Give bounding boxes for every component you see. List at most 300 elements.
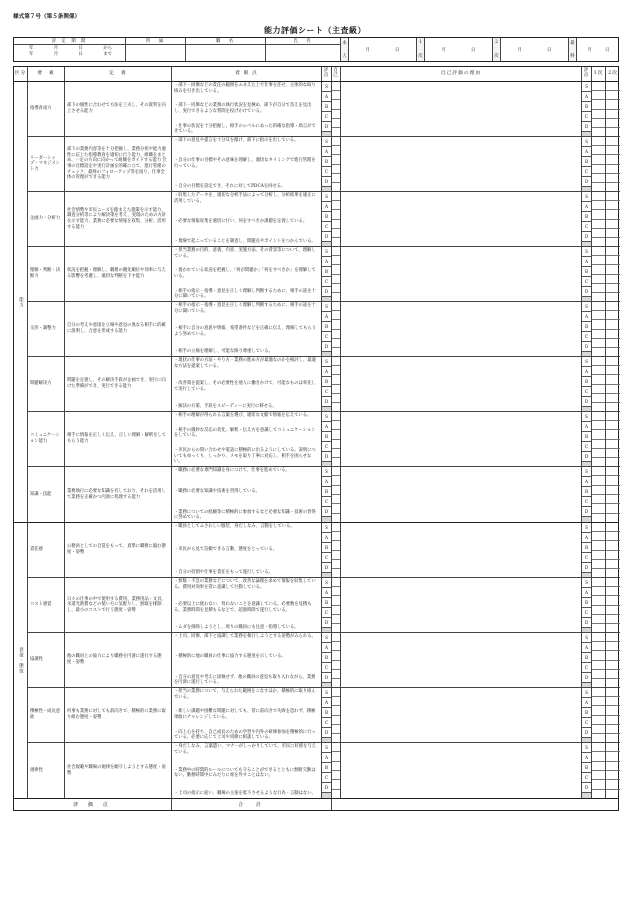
- score-box[interactable]: [592, 606, 605, 615]
- score-box[interactable]: [592, 467, 605, 476]
- self-reason-field[interactable]: [341, 688, 582, 742]
- score-box[interactable]: [332, 587, 340, 596]
- score-box[interactable]: [606, 201, 620, 210]
- score-box[interactable]: [332, 210, 340, 219]
- score-box[interactable]: [592, 449, 605, 458]
- self-reason-field[interactable]: [341, 137, 582, 191]
- score-box[interactable]: [332, 412, 340, 421]
- score-box[interactable]: [332, 651, 340, 660]
- period-from[interactable]: 年 月 日 から: [29, 46, 112, 51]
- score-box[interactable]: [606, 311, 620, 320]
- dept-cell[interactable]: 所 属: [126, 38, 186, 61]
- score-box[interactable]: [592, 551, 605, 560]
- score-box[interactable]: [332, 504, 340, 513]
- score-box[interactable]: [332, 192, 340, 201]
- grade-label: C: [322, 663, 331, 673]
- score-box[interactable]: [332, 642, 340, 651]
- score-box[interactable]: [592, 596, 605, 605]
- self-check-column[interactable]: [332, 192, 341, 246]
- score-box[interactable]: [332, 430, 340, 439]
- eval-grade-column: [582, 357, 592, 411]
- score-box[interactable]: [606, 762, 620, 771]
- score-box[interactable]: [332, 633, 340, 642]
- definition: 社会規範や職場の規律を順守しようとする態度・姿勢: [65, 743, 172, 798]
- score-box[interactable]: [606, 523, 620, 532]
- score-box[interactable]: [332, 486, 340, 495]
- first-eval-column[interactable]: [592, 467, 606, 522]
- grade-label: B: [322, 267, 331, 277]
- grade-label: S: [322, 192, 331, 202]
- grade-label: A: [582, 533, 591, 543]
- score-box[interactable]: [606, 752, 620, 761]
- score-box[interactable]: [592, 762, 605, 771]
- second-eval-column[interactable]: [606, 578, 620, 632]
- viewpoints: [172, 743, 322, 798]
- score-box[interactable]: [606, 100, 620, 109]
- score-box[interactable]: [606, 467, 620, 476]
- score-box[interactable]: [606, 275, 620, 284]
- score-box[interactable]: [332, 265, 340, 274]
- score-box[interactable]: [592, 421, 605, 430]
- score-box[interactable]: [606, 440, 620, 449]
- grade-label: C: [582, 277, 591, 287]
- score-box[interactable]: [332, 523, 340, 532]
- score-box[interactable]: [332, 394, 340, 403]
- score-box[interactable]: [606, 91, 620, 100]
- self-date[interactable]: 月 日: [349, 38, 417, 61]
- grade-label: S: [322, 743, 331, 753]
- score-box[interactable]: [592, 265, 605, 274]
- score-box[interactable]: [592, 532, 605, 541]
- score-box[interactable]: [332, 339, 340, 348]
- first-eval-column[interactable]: [592, 247, 606, 301]
- score-box[interactable]: [606, 385, 620, 394]
- score-box[interactable]: [332, 220, 340, 229]
- score-box[interactable]: [592, 688, 605, 697]
- first-eval-column[interactable]: [592, 523, 606, 577]
- self-reason-field[interactable]: [341, 302, 582, 356]
- score-box[interactable]: [592, 100, 605, 109]
- self-reason-field[interactable]: [341, 247, 582, 301]
- score-box[interactable]: [606, 330, 620, 339]
- score-box[interactable]: [332, 110, 340, 119]
- grade-label: D: [582, 618, 591, 628]
- score-box[interactable]: [606, 265, 620, 274]
- position-cell[interactable]: 職 名: [186, 38, 266, 61]
- self-reason-field[interactable]: [341, 743, 582, 798]
- score-box[interactable]: [332, 375, 340, 384]
- grade-label: A: [582, 422, 591, 432]
- score-box[interactable]: [606, 587, 620, 596]
- score-box[interactable]: [592, 284, 605, 293]
- score-box[interactable]: [606, 256, 620, 265]
- score-box[interactable]: [592, 661, 605, 670]
- self-grade-column: [322, 357, 332, 411]
- score-box[interactable]: [592, 752, 605, 761]
- score-box[interactable]: [606, 165, 620, 174]
- score-box[interactable]: [606, 596, 620, 605]
- score-box[interactable]: [332, 366, 340, 375]
- score-box[interactable]: [332, 697, 340, 706]
- first-eval-column[interactable]: [592, 412, 606, 466]
- self-reason-field[interactable]: [341, 192, 582, 246]
- score-box[interactable]: [332, 688, 340, 697]
- score-box[interactable]: [606, 532, 620, 541]
- score-box[interactable]: [606, 780, 620, 789]
- score-box[interactable]: [606, 220, 620, 229]
- table-row: [28, 467, 620, 522]
- first-eval-column[interactable]: [592, 192, 606, 246]
- score-box[interactable]: [606, 771, 620, 780]
- score-box[interactable]: [592, 110, 605, 119]
- score-box[interactable]: [332, 119, 340, 128]
- first-eval-column[interactable]: [592, 633, 606, 687]
- score-box[interactable]: [606, 725, 620, 734]
- score-box[interactable]: [592, 339, 605, 348]
- score-box[interactable]: [592, 247, 605, 256]
- score-box[interactable]: [332, 421, 340, 430]
- score-box[interactable]: [606, 486, 620, 495]
- self-check-column[interactable]: [332, 82, 341, 136]
- grade-label: S: [322, 357, 331, 367]
- score-box[interactable]: [332, 752, 340, 761]
- self-reason-field[interactable]: [341, 523, 582, 577]
- second-eval-column[interactable]: [606, 633, 620, 687]
- score-box[interactable]: [606, 615, 620, 624]
- grade-label: B: [322, 653, 331, 663]
- self-check-column[interactable]: [332, 578, 341, 632]
- score-box[interactable]: [332, 467, 340, 476]
- score-box[interactable]: [332, 256, 340, 265]
- score-box[interactable]: [332, 606, 340, 615]
- score-box[interactable]: [592, 642, 605, 651]
- grade-label: A: [322, 477, 331, 487]
- score-box[interactable]: [592, 706, 605, 715]
- score-box[interactable]: [332, 357, 340, 366]
- score-box[interactable]: [332, 771, 340, 780]
- score-box[interactable]: [606, 670, 620, 679]
- score-box[interactable]: [592, 375, 605, 384]
- self-reason-field[interactable]: [341, 467, 582, 522]
- score-box[interactable]: [606, 688, 620, 697]
- self-reason-field[interactable]: [341, 82, 582, 136]
- final-date[interactable]: 月 日: [587, 47, 610, 53]
- second-eval-column[interactable]: [606, 743, 620, 798]
- score-box[interactable]: [606, 642, 620, 651]
- score-box[interactable]: [592, 523, 605, 532]
- second-eval-column[interactable]: [606, 192, 620, 246]
- score-box[interactable]: [592, 716, 605, 725]
- first-eval-column[interactable]: [592, 578, 606, 632]
- second-eval-column[interactable]: [606, 523, 620, 577]
- score-box[interactable]: [592, 357, 605, 366]
- score-box[interactable]: [332, 716, 340, 725]
- score-box[interactable]: [592, 146, 605, 155]
- score-box[interactable]: [606, 606, 620, 615]
- total-value[interactable]: [332, 799, 620, 810]
- score-box[interactable]: [332, 551, 340, 560]
- score-box[interactable]: [592, 633, 605, 642]
- viewpoint-item: ・向上心を持ち、自己成長のための学習や内外の研修参加を積極的に行っている。必要に応じて上司や同僚に相談している。: [174, 729, 316, 741]
- score-box[interactable]: [592, 385, 605, 394]
- score-box[interactable]: [606, 284, 620, 293]
- score-box[interactable]: [592, 495, 605, 504]
- score-box[interactable]: [592, 771, 605, 780]
- score-box[interactable]: [332, 541, 340, 550]
- grade-label: B: [582, 487, 591, 497]
- score-box[interactable]: [606, 661, 620, 670]
- grade-label: C: [582, 497, 591, 507]
- score-box[interactable]: [606, 421, 620, 430]
- score-box[interactable]: [332, 284, 340, 293]
- first-eval-column[interactable]: [592, 357, 606, 411]
- score-box[interactable]: [592, 91, 605, 100]
- score-box[interactable]: [592, 330, 605, 339]
- score-box[interactable]: [606, 247, 620, 256]
- score-box[interactable]: [592, 220, 605, 229]
- score-box[interactable]: [592, 541, 605, 550]
- score-box[interactable]: [332, 440, 340, 449]
- score-box[interactable]: [592, 615, 605, 624]
- score-box[interactable]: [606, 394, 620, 403]
- score-box[interactable]: [606, 155, 620, 164]
- score-box[interactable]: [332, 706, 340, 715]
- self-check-column[interactable]: [332, 688, 341, 742]
- score-box[interactable]: [592, 697, 605, 706]
- score-box[interactable]: [332, 615, 340, 624]
- score-box[interactable]: [332, 743, 340, 752]
- score-box[interactable]: [592, 560, 605, 569]
- score-box[interactable]: [606, 357, 620, 366]
- eval-grade-column: [582, 688, 592, 742]
- score-box[interactable]: [332, 247, 340, 256]
- first-eval-column[interactable]: [592, 82, 606, 136]
- score-box[interactable]: [592, 302, 605, 311]
- score-box[interactable]: [592, 476, 605, 485]
- score-box[interactable]: [332, 174, 340, 183]
- element-name: コミュニケーション能力: [28, 412, 65, 466]
- score-box[interactable]: [606, 504, 620, 513]
- score-box[interactable]: [606, 633, 620, 642]
- self-check-column[interactable]: [332, 412, 341, 466]
- score-box[interactable]: [592, 201, 605, 210]
- first-eval-column[interactable]: [592, 302, 606, 356]
- score-box[interactable]: [592, 256, 605, 265]
- self-check-column[interactable]: [332, 247, 341, 301]
- score-box[interactable]: [332, 91, 340, 100]
- grade-label: C: [322, 277, 331, 287]
- definition: 部下の業務内容等を十分把握し、業務分担や能力適性に応じた指導教育を適切に行う能力、組織をまとめ、一定の方向に向かって組織をガイドする能力 仕事の目標設定や実行計画を的確に立て、進行管理のチェック、最終のフォローアップ等を図り、仕事全体の管理ができる能力: [65, 137, 172, 191]
- score-box[interactable]: [606, 560, 620, 569]
- second-eval-column[interactable]: [606, 302, 620, 356]
- eval-grade-column: [582, 302, 592, 356]
- score-box[interactable]: [592, 780, 605, 789]
- score-box[interactable]: [592, 486, 605, 495]
- score-box[interactable]: [592, 137, 605, 146]
- grade-label: B: [582, 322, 591, 332]
- score-box[interactable]: [332, 725, 340, 734]
- score-box[interactable]: [592, 275, 605, 284]
- score-box[interactable]: [592, 174, 605, 183]
- score-box[interactable]: [606, 578, 620, 587]
- name-cell[interactable]: 氏 名: [266, 38, 341, 61]
- score-box[interactable]: [606, 495, 620, 504]
- score-box[interactable]: [606, 210, 620, 219]
- period-to[interactable]: 年 月 日 まで: [29, 52, 112, 57]
- table-body: [14, 82, 618, 799]
- score-box[interactable]: [606, 476, 620, 485]
- grade-label: D: [322, 287, 331, 297]
- score-box[interactable]: [592, 430, 605, 439]
- score-box[interactable]: [606, 174, 620, 183]
- score-box[interactable]: [606, 137, 620, 146]
- self-check-column[interactable]: [332, 302, 341, 356]
- score-box[interactable]: [606, 716, 620, 725]
- score-box[interactable]: [606, 541, 620, 550]
- second-eval-column[interactable]: [606, 82, 620, 136]
- score-box[interactable]: [332, 476, 340, 485]
- score-box[interactable]: [592, 670, 605, 679]
- score-box[interactable]: [332, 155, 340, 164]
- score-box[interactable]: [332, 137, 340, 146]
- score-box[interactable]: [592, 229, 605, 238]
- self-reason-field[interactable]: [341, 357, 582, 411]
- score-box[interactable]: [332, 311, 340, 320]
- viewpoints: [172, 633, 322, 687]
- viewpoint-item: ・無駄・不急の業務などについて、改善な論理を求めて情報を収集している。費用対効果を常に意識して行動している。: [174, 579, 316, 590]
- score-box[interactable]: [606, 551, 620, 560]
- score-box[interactable]: [592, 192, 605, 201]
- self-check-column[interactable]: [332, 523, 341, 577]
- second-eval-column[interactable]: [606, 467, 620, 522]
- score-box[interactable]: [592, 210, 605, 219]
- score-box[interactable]: [332, 275, 340, 284]
- score-box[interactable]: [592, 119, 605, 128]
- score-box[interactable]: [332, 146, 340, 155]
- self-reason-field[interactable]: [341, 578, 582, 632]
- self-check-column[interactable]: [332, 357, 341, 411]
- second-eval-column[interactable]: [606, 688, 620, 742]
- score-box[interactable]: [332, 201, 340, 210]
- score-box[interactable]: [332, 330, 340, 339]
- score-box[interactable]: [592, 412, 605, 421]
- score-box[interactable]: [332, 596, 340, 605]
- score-box[interactable]: [606, 651, 620, 660]
- score-box[interactable]: [332, 578, 340, 587]
- score-box[interactable]: [606, 706, 620, 715]
- score-box[interactable]: [606, 229, 620, 238]
- viewpoint-item: ・担当業務の目的、意義、内容、実施方法、その背景等について、理解している。: [174, 248, 316, 259]
- score-box[interactable]: [606, 320, 620, 329]
- score-box[interactable]: [332, 780, 340, 789]
- element-name: 協調性: [28, 633, 65, 687]
- score-box[interactable]: [332, 100, 340, 109]
- score-box[interactable]: [332, 670, 340, 679]
- first-date[interactable]: 月 日: [425, 38, 493, 61]
- self-check-column[interactable]: [332, 137, 341, 191]
- score-box[interactable]: [592, 651, 605, 660]
- viewpoint-item: ・担当の業務について、与えられた範囲をこなすほか、積極的に取り組んでいる。: [174, 689, 316, 700]
- grade-label: D: [322, 452, 331, 462]
- score-box[interactable]: [332, 532, 340, 541]
- score-box[interactable]: [332, 661, 340, 670]
- second-eval-column[interactable]: [606, 412, 620, 466]
- score-box[interactable]: [592, 725, 605, 734]
- second-date[interactable]: 月 日: [501, 38, 569, 61]
- self-check-column[interactable]: [332, 743, 341, 798]
- viewpoint-item: ・職務に必要な知識や技術を習得している。: [174, 488, 260, 494]
- score-box[interactable]: [592, 394, 605, 403]
- score-box[interactable]: [606, 110, 620, 119]
- score-box[interactable]: [592, 578, 605, 587]
- score-box[interactable]: [606, 146, 620, 155]
- score-box[interactable]: [592, 440, 605, 449]
- self-check-column[interactable]: [332, 633, 341, 687]
- score-box[interactable]: [592, 743, 605, 752]
- element-name: 規律性: [28, 743, 65, 798]
- score-box[interactable]: [332, 320, 340, 329]
- score-box[interactable]: [606, 412, 620, 421]
- section-label: 意欲・態度: [14, 523, 28, 798]
- second-eval-column[interactable]: [606, 357, 620, 411]
- score-box[interactable]: [606, 449, 620, 458]
- score-box[interactable]: [592, 82, 605, 91]
- grade-label: C: [582, 387, 591, 397]
- score-box[interactable]: [606, 430, 620, 439]
- second-eval-column[interactable]: [606, 247, 620, 301]
- score-box[interactable]: [332, 449, 340, 458]
- grade-label: A: [322, 533, 331, 543]
- score-box[interactable]: [332, 302, 340, 311]
- score-box[interactable]: [592, 504, 605, 513]
- score-box[interactable]: [606, 366, 620, 375]
- score-box[interactable]: [332, 762, 340, 771]
- score-box[interactable]: [606, 339, 620, 348]
- score-box[interactable]: [606, 743, 620, 752]
- score-box[interactable]: [606, 119, 620, 128]
- score-box[interactable]: [592, 155, 605, 164]
- self-reason-field[interactable]: [341, 412, 582, 466]
- score-box[interactable]: [592, 165, 605, 174]
- score-box[interactable]: [592, 366, 605, 375]
- score-box[interactable]: [332, 560, 340, 569]
- viewpoint-item: ・現場で起こっていることを調査し、問題点やポイントをつかんでいる。: [174, 239, 316, 245]
- score-box[interactable]: [606, 375, 620, 384]
- first-eval-column[interactable]: [592, 688, 606, 742]
- eval-grade-column: [582, 633, 592, 687]
- self-reason-field[interactable]: [341, 633, 582, 687]
- score-box[interactable]: [606, 697, 620, 706]
- first-eval-column[interactable]: [592, 743, 606, 798]
- score-box[interactable]: [332, 82, 340, 91]
- score-box[interactable]: [592, 320, 605, 329]
- grade-label: D: [582, 342, 591, 352]
- first-eval-column[interactable]: [592, 137, 606, 191]
- score-box[interactable]: [332, 385, 340, 394]
- score-box[interactable]: [592, 587, 605, 596]
- score-box[interactable]: [332, 495, 340, 504]
- score-box[interactable]: [332, 165, 340, 174]
- score-box[interactable]: [606, 302, 620, 311]
- score-box[interactable]: [606, 192, 620, 201]
- viewpoints: [172, 302, 322, 356]
- score-box[interactable]: [332, 229, 340, 238]
- score-box[interactable]: [606, 82, 620, 91]
- self-check-column[interactable]: [332, 467, 341, 522]
- score-box[interactable]: [592, 311, 605, 320]
- self-grade-column: [322, 247, 332, 301]
- second-eval-column[interactable]: [606, 137, 620, 191]
